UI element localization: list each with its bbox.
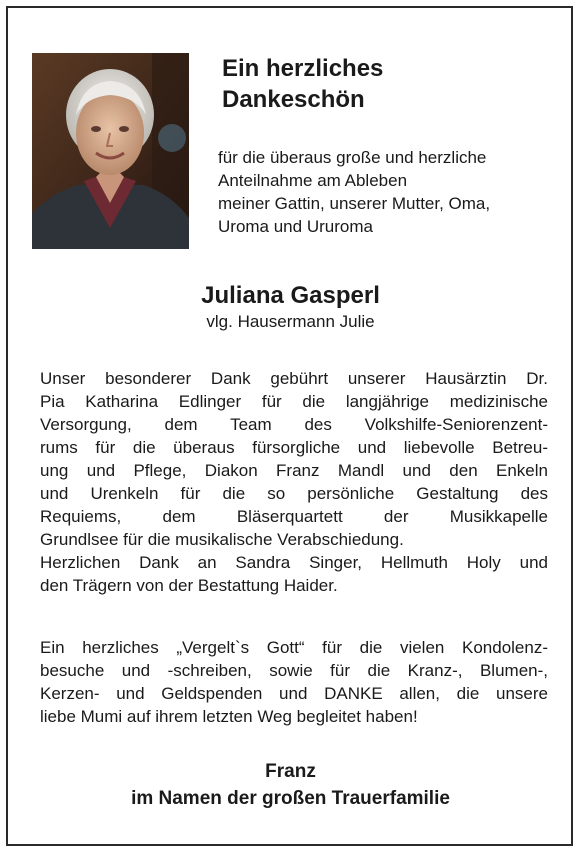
heading-line-1: Ein herzliches (222, 55, 384, 82)
portrait-photo (32, 53, 189, 249)
paragraph-line: Kerzen- und Geldspenden und DANKE allen, die unsere (40, 684, 548, 703)
heading-line-2: Dankeschön (222, 86, 365, 113)
paragraph-line: Pia Katharina Edlinger für die langjährige medizinische (40, 392, 548, 411)
intro-text (218, 146, 490, 238)
paragraph-line: Ein herzliches „Vergelt`s Gott“ für die vielen Kondolenz- (40, 638, 548, 657)
paragraph-line: Herzlichen Dank an Sandra Singer, Hellmuth Holy und (40, 553, 548, 572)
heading (222, 53, 383, 115)
paragraph-line: liebe Mumi auf ihrem letzten Weg begleitet haben! (40, 707, 418, 726)
paragraph-line: Versorgung, dem Team des Volkshilfe-Seniorenzent- (40, 415, 548, 434)
signature-family: im Namen der großen Trauerfamilie (131, 788, 450, 809)
paragraph-line: den Trägern von der Bestattung Haider. (40, 576, 338, 595)
paragraph-line: rums für die überaus fürsorgliche und liebevolle Betreu- (40, 438, 548, 457)
intro-line: meiner Gattin, unserer Mutter, Oma, (218, 194, 491, 213)
paragraph-line: besuche und -schreiben, sowie für die Kranz-, Blumen-, (40, 661, 548, 680)
signature-name: Franz (265, 761, 316, 782)
deceased-name: Juliana Gasperl (201, 282, 380, 309)
thanks-paragraph (40, 367, 548, 597)
paragraph-line: Unser besonderer Dank gebührt unserer Hausärztin Dr. (40, 369, 548, 388)
paragraph-line: Grundlsee für die musikalische Verabschiedung. (40, 530, 404, 549)
intro-line: für die überaus große und herzliche (218, 148, 487, 167)
paragraph-line: und Urenkeln für die so persönliche Gestaltung des (40, 484, 548, 503)
deceased-alias: vlg. Hausermann Julie (206, 312, 375, 331)
intro-line: Anteilnahme am Ableben (218, 171, 408, 190)
intro-line: Uroma und Ururoma (218, 217, 373, 236)
gratitude-paragraph (40, 636, 548, 728)
paragraph-line: Requiems, dem Bläserquartett der Musikkapelle (40, 507, 548, 526)
paragraph-line: ung und Pflege, Diakon Franz Mandl und den Enkeln (40, 461, 548, 480)
